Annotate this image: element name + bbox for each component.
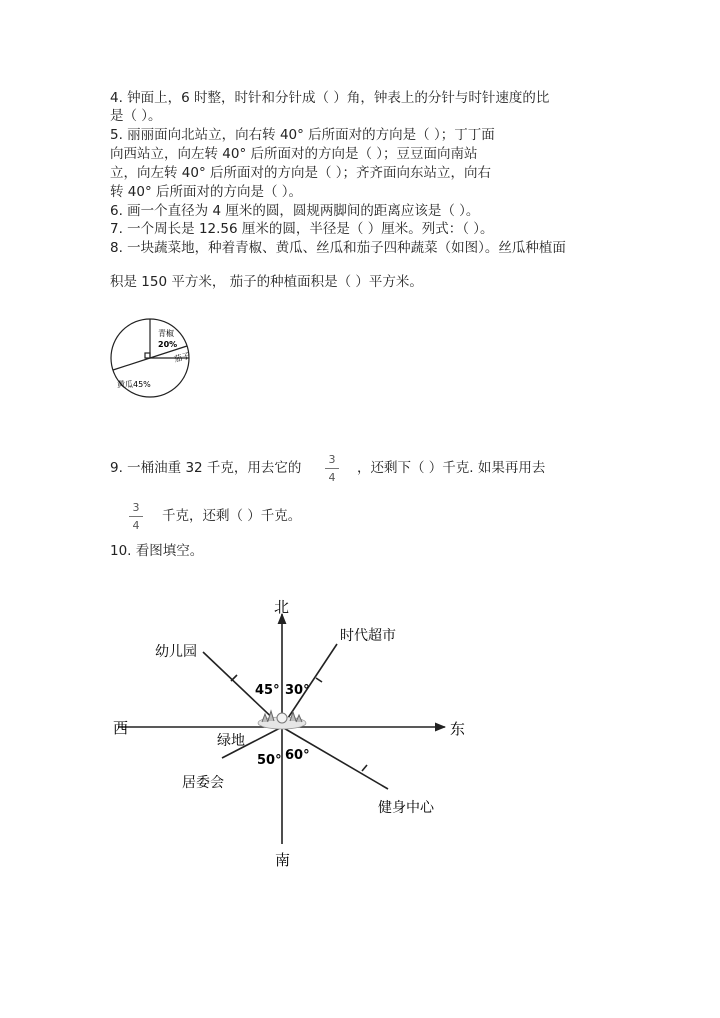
label-east: 东 xyxy=(450,720,466,738)
label-fitness: 健身中心 xyxy=(378,800,434,816)
q6-line-1: 6. 画一个直径为 4 厘米的圆，圆规两脚间的距离应该是（ ）。 xyxy=(110,203,480,219)
pie-divider-center-lower-left xyxy=(113,358,150,370)
q4-line-2: 是（ ）。 xyxy=(110,108,162,124)
q10-line-1: 10. 看图填空。 xyxy=(110,543,204,559)
slice-label-qingjiao: 青椒 xyxy=(158,329,174,338)
green-space-icon xyxy=(258,711,306,729)
fraction-numerator: 3 xyxy=(132,501,140,514)
q5-line-4: 转 40° 后所面对的方向是（ ）。 xyxy=(110,184,303,200)
tick-kindergarten xyxy=(231,675,237,681)
label-south: 南 xyxy=(275,851,291,869)
slice-label-qingjiao-pct: 20% xyxy=(158,340,178,349)
q5-line-1: 5. 丽丽面向北站立，向右转 40° 后所面对的方向是（ ）；丁丁面 xyxy=(110,127,495,143)
tick-supermarket xyxy=(316,678,322,682)
fraction-bar xyxy=(129,516,143,517)
label-kindergarten: 幼儿园 xyxy=(155,644,197,660)
q5-line-3: 立，向左转 40° 后所面对的方向是（ ）；齐齐面向东站立，向右 xyxy=(110,165,492,181)
q9-fraction-2 xyxy=(129,501,143,532)
angle-se: 60° xyxy=(285,748,310,763)
q4-line-1: 4. 钟面上，6 时整，时针和分针成（ ）角，钟表上的分针与时针速度的比 xyxy=(110,90,550,106)
right-angle-mark xyxy=(145,353,150,358)
q9-part-1: 9. 一桶油重 32 千克，用去它的 xyxy=(110,460,302,476)
angle-ne: 30° xyxy=(285,683,310,698)
slice-label-qiezi: 茄子 xyxy=(173,351,191,364)
q9-part-2: ，还剩下（ ）千克. 如果再用去 xyxy=(357,460,546,476)
fraction-denominator: 4 xyxy=(132,519,140,532)
slice-label-huanggua: 黄瓜45% xyxy=(117,380,151,389)
vegetable-pie-chart xyxy=(105,318,210,408)
label-green-space: 绿地 xyxy=(217,733,245,749)
angle-nw: 45° xyxy=(255,683,280,698)
label-committee: 居委会 xyxy=(182,775,224,791)
q9-fraction-1 xyxy=(325,453,339,484)
fraction-numerator: 3 xyxy=(328,453,336,466)
label-north: 北 xyxy=(274,598,290,616)
q9-part-3: 千克，还剩（ ）千克。 xyxy=(162,508,302,524)
fraction-bar xyxy=(325,468,339,469)
q8-line-1: 8. 一块蔬菜地，种着青椒、黄瓜、丝瓜和茄子四种蔬菜（如图）。丝瓜种植面 xyxy=(110,240,566,256)
q5-line-2: 向西站立，向左转 40° 后所面对的方向是（ ）；豆豆面向南站 xyxy=(110,146,478,162)
label-supermarket: 时代超市 xyxy=(340,628,396,644)
label-west: 西 xyxy=(113,719,129,737)
compass-diagram xyxy=(100,592,480,882)
fraction-denominator: 4 xyxy=(328,471,336,484)
tick-fitness xyxy=(362,765,367,771)
angle-sw: 50° xyxy=(257,753,282,768)
q8-line-2: 积是 150 平方米， 茄子的种植面积是（ ）平方米。 xyxy=(110,274,423,290)
q7-line-1: 7. 一个周长是 12.56 厘米的圆，半径是（ ）厘米。列式：（ ）。 xyxy=(110,221,494,237)
